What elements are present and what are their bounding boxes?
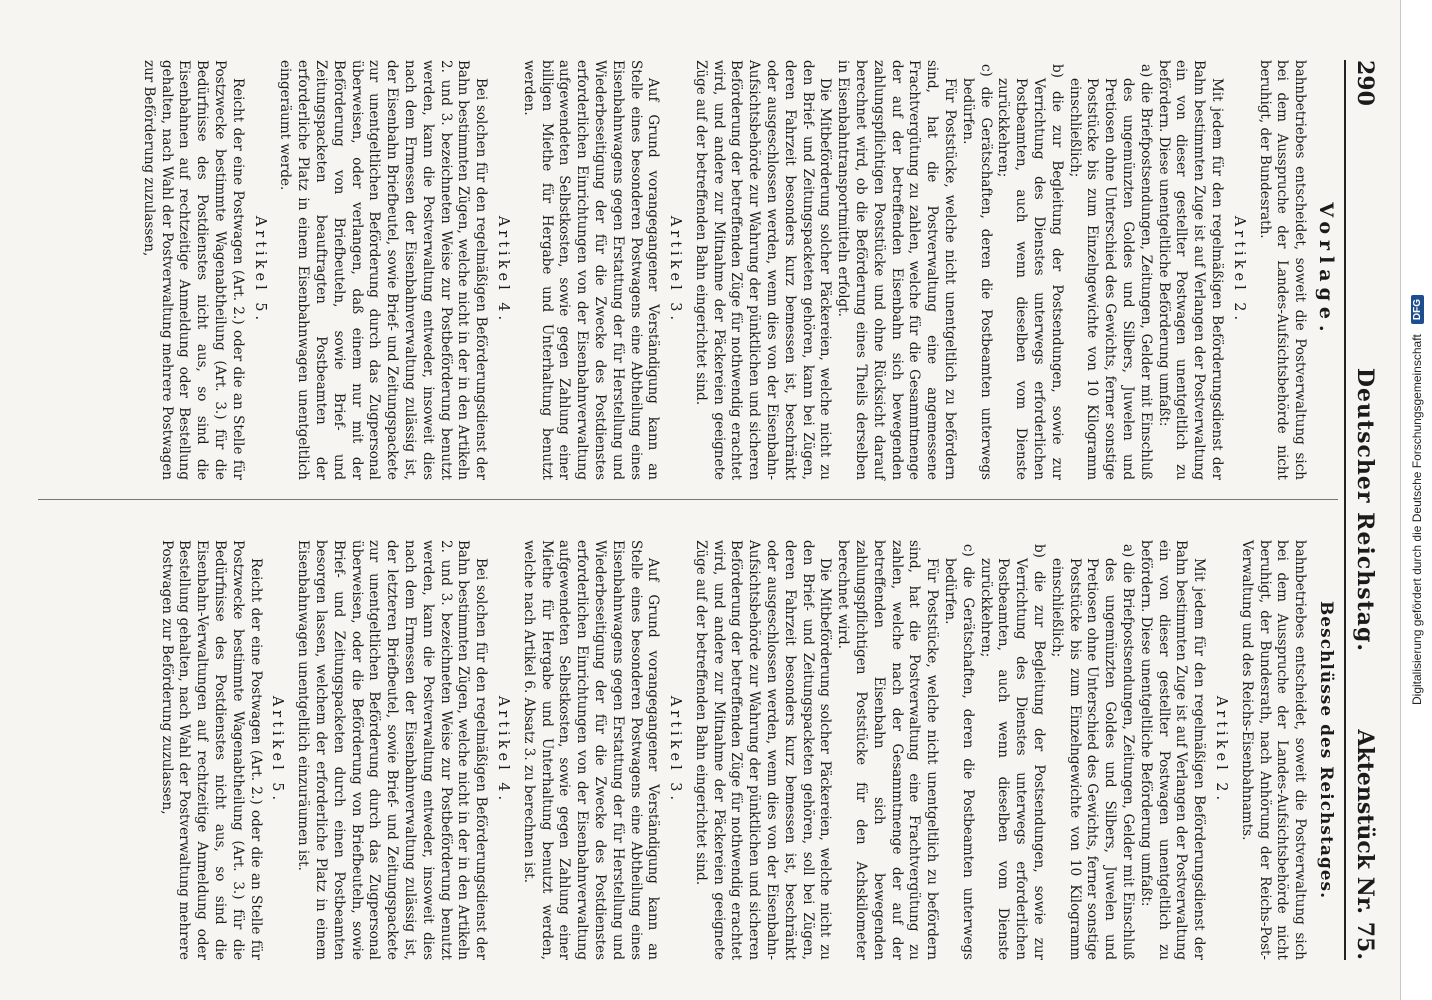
digitization-credit-strip bbox=[1400, 0, 1432, 1000]
article-2-heading: Artikel 2. bbox=[1213, 695, 1230, 805]
article-2-item-b: b) die zur Begleitung der Postsendungen, sowie zur Verrichtung des Dienstes unterwegs erforderlichen Postbeamten, auch wenn dieselben vom Dienste zurückkehren; bbox=[995, 64, 1065, 480]
column-beschluesse bbox=[157, 540, 1338, 960]
intro-text: bahnbetriebes entscheidet, soweit die Postverwaltung sich bei dem Ausspruche der Landes-Aufsichtsbehörde nicht beruhigt, der Bundesrath. bbox=[1256, 60, 1309, 480]
dfg-logo: DFG bbox=[1411, 295, 1424, 324]
document-number: Aktenstück Nr. 75. bbox=[1352, 729, 1378, 960]
article-2-heading: Artikel 2. bbox=[1230, 215, 1247, 325]
running-title: Deutscher Reichstag. bbox=[1352, 367, 1378, 653]
column-vorlage bbox=[139, 60, 1338, 480]
article-5-text: Reicht der eine Postwagen (Art. 2.) oder die an Stelle für Postzwecke bestimmte Wagenabtheilung (Art. 3.) für die Bedürfnisse des Postdienstes nicht aus, so sind die Eisenbahn-Verwaltungen auf rechtzeitige Anmeldung oder Bestellung gehalten, nach Wahl der Postverwaltung mehrere Postwagen zur Beförderung zuzulassen, bbox=[158, 540, 264, 960]
article-5-heading: Artikel 5. bbox=[269, 695, 286, 805]
digitization-credit-text: Digitalisierung gefördert durch die Deutsche Forschungsgemeinschaft bbox=[1410, 334, 1424, 705]
article-4-heading: Artikel 4. bbox=[494, 215, 511, 325]
article-4-heading: Artikel 4. bbox=[494, 695, 511, 805]
page-header bbox=[1344, 60, 1382, 960]
article-2-item-b: b) die zur Begleitung der Postsendungen, sowie zur Verrichtung des Dienstes unterwegs erforderlichen Postbeamten, auch wenn dieselben vom Dienste zurückkehren; bbox=[977, 544, 1048, 960]
article-2-paragraph-3: Die Mitbeförderung solcher Päckereien, welche nicht zu den Brief- und Zeitungspacketen gehören, kann bei Zügen, deren Fahrzeit besonders kurz bemessen ist, beschränkt oder ausgeschlossen werden, wenn dies von der Eisenbahn-Aufsichtsbehörde zur Wahrung der pünktlichen und sicheren Beförderung der betreffenden Züge für nothwendig erachtet wird, und andere zur Mitnahme der Päckereien geeignete Züge auf der betreffenden Bahn eingerichtet sind. bbox=[692, 60, 834, 480]
article-4-text: Bei solchen für den regelmäßigen Beförderungsdienst der Bahn bestimmten Zügen, welche nicht in der in den Artikeln 2. und 3. bezeichneten Weise zur Postbeförderung benutzt werden, kann die Postverwaltung entweder, insoweit dies nach dem Ermessen der Eisenbahnverwaltung zulässig ist, der letzteren Briefbeutel, sowie Brief- und Zeitungspackete zur unentgeltlichen Beförderung durch das Zugpersonal überweisen, oder die Beförderung von Briefbeuteln, sowie Brief- und Zeitungspacketen durch einen Postbeamten besorgen lassen, welchem der erforderliche Platz in einem Eisenbahnwagen unentgeltlich einzuräumen ist. bbox=[295, 540, 490, 960]
article-2-item-c: c) die Gerätschaften, deren die Postbeamten unterwegs bedürfen. bbox=[959, 64, 994, 480]
column-divider bbox=[38, 499, 1338, 500]
article-5-heading: Artikel 5. bbox=[251, 215, 268, 325]
article-3-text: Auf Grund vorangegangener Verständigung kann an Stelle eines besonderen Postwagens eine Abtheilung eines Eisenbahnwagens gegen Erstattung der für Herstellung und Wiederbeseitigung der für die Zwecke des Postdienstes erforderlichen Einrichtungen von der Eisenbahnverwaltung aufgewendeten Selbstkosten, sowie gegen Zahlung einer Miethe für Hergabe und Unterhaltung benutzt werden, welche nach Artikel 6. Absatz 3. zu berechnen ist. bbox=[520, 540, 662, 960]
page-number: 290 bbox=[1352, 60, 1378, 106]
article-2-text: Mit jedem für den regelmäßigen Beförderungsdienst der Bahn bestimmten Zuge ist auf Verlangen der Postverwaltung ein von dieser gestellter Postwagen unentgeltlich zu befördern. Diese unentgeltliche Beförderung umfaßt: bbox=[1155, 60, 1226, 480]
article-5-text: Reicht der eine Postwagen (Art. 2.) oder die an Stelle für Postzwecke bestimmte Wagenabtheilung (Art. 3.) für die Bedürfnisse des Postdienstes nicht aus, so sind die Eisenbahnen auf rechtzeitige Anmeldung oder Bestellung gehalten, nach Wahl der Postverwaltung mehrere Postwagen zur Beförderung zuzulassen, bbox=[140, 60, 246, 480]
column-title-vorlage: Vorlage. bbox=[1315, 202, 1337, 338]
column-title-beschluesse: Beschlüsse des Reichstages. bbox=[1316, 600, 1336, 900]
article-3-heading: Artikel 3. bbox=[667, 215, 684, 325]
article-2-paragraph-3: Die Mitbeförderung solcher Päckereien, welche nicht zu den Brief- und Zeitungspacketen gehören, soll bei Zügen, deren Fahrzeit besonders kurz bemessen ist, beschränkt oder ausgeschlossen werden, wenn dies von der Eisenbahn-Aufsichtsbehörde zur Wahrung der pünktlichen und sicheren Beförderung der betreffenden Züge für nothwendig erachtet wird, und andere zur Mitnahme der Päckereien geeignete Züge auf der betreffenden Bahn eingerichtet sind. bbox=[692, 540, 834, 960]
article-4-text: Bei solchen für den regelmäßigen Beförderungsdienst der Bahn bestimmten Zügen, welche nicht in der in den Artikeln 2. und 3. bezeichneten Weise zur Postbeförderung benutzt werden, kann die Postverwaltung entweder, insoweit dies nach dem Ermessen der Eisenbahnverwaltung zulässig ist, der Eisenbahn Briefbeutel, sowie Brief- und Zeitungspackete zur unentgeltlichen Beförderung durch das Zugpersonal überweisen, oder verlangen, daß einem nur mit der Beförderung von Briefbeuteln, sowie Brief- und Zeitungspacketen beauftragten Postbeamten der erforderliche Platz in einem Eisenbahnwagen unentgeltlich eingeräumt werde. bbox=[277, 60, 490, 480]
article-2-paragraph-2: Für Poststücke, welche nicht unentgeltlich zu befördern sind, hat die Postverwaltung eine Frachtvergütung zu zahlen, welche nach der Gesammtmenge der auf der betreffenden Eisenbahn sich bewegenden zahlungspflichtigen Poststücke für den Achskilometer berechnet wird. bbox=[835, 540, 941, 960]
intro-text: bahnbetriebes entscheidet, soweit die Postverwaltung sich bei dem Ausspruche der Landes-Aufsichtsbehörde nicht beruhigt, der Bundesrath, nach Anhörung der Reichs-Post-Verwaltung und des Reichs-Eisenbahnamts. bbox=[1238, 540, 1309, 960]
article-2-item-a: a) die Briefpostsendungen, Zeitungen, Gelder mit Einschluß des ungemünzten Goldes und Silbers, Juwelen und Pretiosen ohne Unterschied des Gewichts, ferner sonstige Poststücke bis zum Einzelngewichte von 10 Kilogramm einschließlich; bbox=[1048, 544, 1137, 960]
article-2-item-c: c) die Gerätschaften, deren die Postbeamten unterwegs bedürfen. bbox=[942, 544, 976, 960]
article-2-paragraph-2: Für Poststücke, welche nicht unentgeltlich zu befördern sind, hat die Postverwaltung eine angemessene Frachtvergütung zu zahlen, welche für die Gesammtmenge der auf der betreffenden Eisenbahn sich bewegenden zahlungspflichtigen Poststücke und ohne Rücksicht darauf berechnet wird, ob die Beförderung eines Theils derselben in Eisenbahntransportmitteln erfolgt. bbox=[835, 60, 959, 480]
article-3-text: Auf Grund vorangegangener Verständigung kann an Stelle eines besonderen Postwagens eine Abtheilung eines Eisenbahnwagens gegen Erstattung der für Herstellung und Wiederbeseitigung der für die Zwecke des Postdienstes erforderlichen Einrichtungen von der Eisenbahnverwaltung aufgewendeten Selbstkosten, sowie gegen Zahlung einer billigen Miethe für Hergabe und Unterhaltung benutzt werden. bbox=[520, 60, 662, 480]
article-2-text: Mit jedem für den regelmäßigen Beförderungsdienst der Bahn bestimmten Zuge ist auf Verlangen der Postverwaltung ein von dieser gestellter Postwagen unentgeltlich zu befördern. Diese unentgeltliche Beförderung umfaßt: bbox=[1137, 540, 1208, 960]
digitization-credit-line bbox=[1406, 5, 1428, 995]
article-3-heading: Artikel 3. bbox=[667, 695, 684, 805]
article-2-item-a: a) die Briefpostsendungen, Zeitungen, Gelder mit Einschluß des ungemünzten Goldes und Silbers, Juwelen und Pretiosen ohne Unterschied des Gewichts, ferner sonstige Poststücke bis zum Einzelngewichte von 10 Kilogramm einschließlich; bbox=[1066, 64, 1154, 480]
